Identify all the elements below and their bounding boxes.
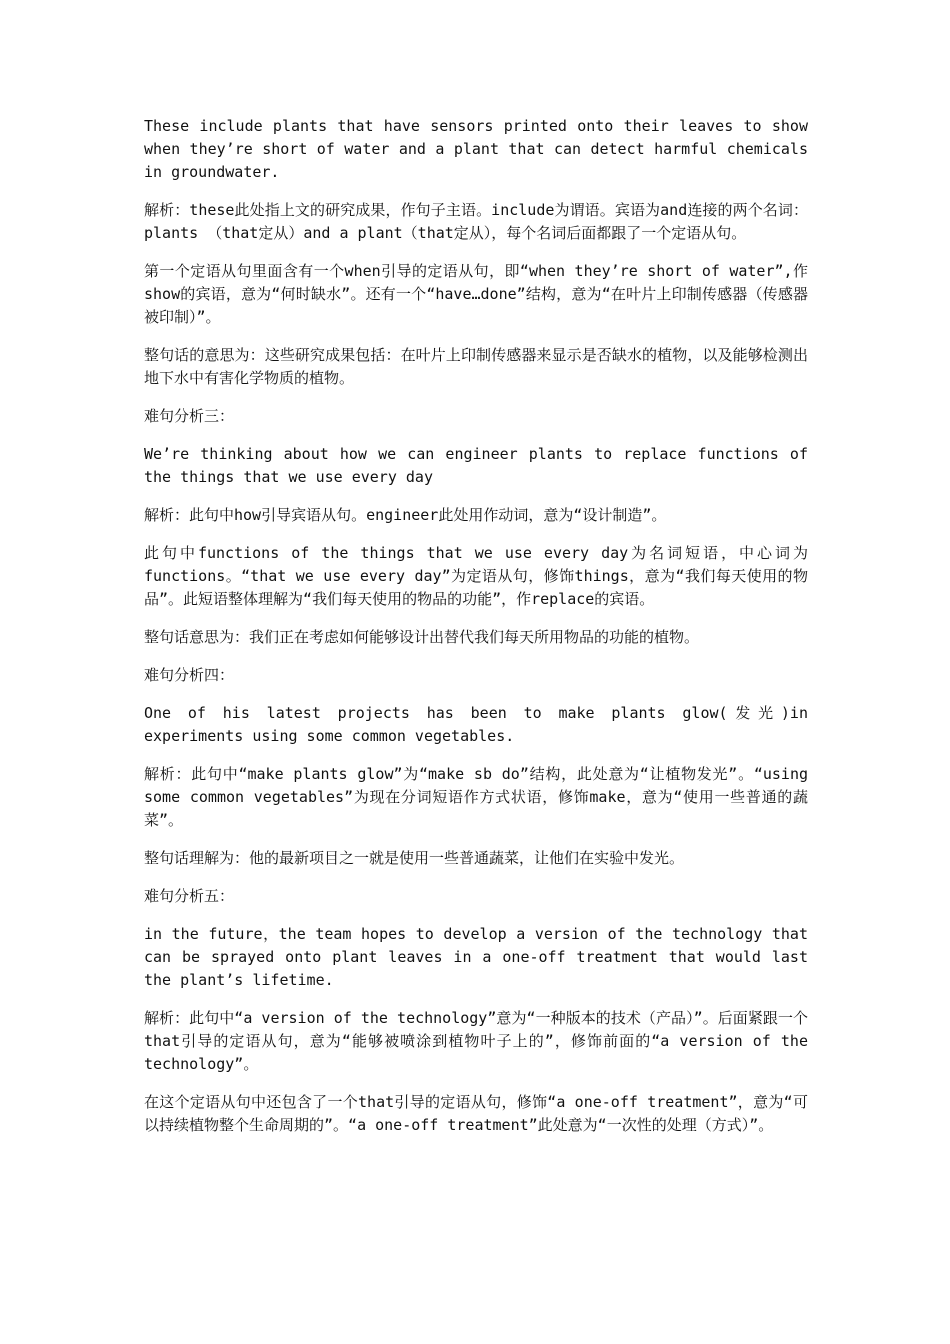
paragraph-analysis-2-detail: 第一个定语从句里面含有一个when引导的定语从句，即“when they’re short of water”,作show的宾语，意为“何时缺水”。还有一个“have…done”结构，意为“在叶片上印制传感器（传感器被印制）”。 [144, 262, 808, 326]
paragraph-analysis-5: 解析：此句中“a version of the technology”意为“一种版本的技术（产品）”。后面紧跟一个that引导的定语从句，意为“能够被喷涂到植物叶子上的”，修饰前面的“a version of the technology”。 [144, 1009, 808, 1073]
section-heading-5: 难句分析五： [144, 887, 235, 905]
document-body [144, 115, 808, 1152]
section-heading-4: 难句分析四： [144, 666, 235, 684]
paragraph-analysis-3: 解析：此句中how引导宾语从句。engineer此处用作动词，意为“设计制造”。 [144, 506, 667, 524]
paragraph-english-sentence-4: One of his latest projects has been to make plants glow(发光)in experiments using some common vegetables. [144, 704, 808, 745]
paragraph-analysis-4: 解析：此句中“make plants glow”为“make sb do”结构，此处意为“让植物发光”。“using some common vegetables”为现在分词短语作方式状语，修饰make，意为“使用一些普通的蔬菜”。 [144, 765, 808, 829]
paragraph-analysis-2: 解析：these此处指上文的研究成果，作句子主语。include为谓语。宾语为and连接的两个名词：plants （that定从）and a plant（that定从），每个名词后面都跟了一个定语从句。 [144, 201, 808, 242]
paragraph-english-sentence-3: We’re thinking about how we can engineer plants to replace functions of the things that we use every day [144, 445, 808, 486]
paragraph-translation-4: 整句话理解为：他的最新项目之一就是使用一些普通蔬菜，让他们在实验中发光。 [144, 849, 685, 867]
paragraph-english-sentence-5: in the future，the team hopes to develop a version of the technology that can be sprayed onto plant leaves in a one-off treatment that would last the plant’s lifetime. [144, 925, 808, 989]
paragraph-translation-2: 整句话的意思为：这些研究成果包括：在叶片上印制传感器来显示是否缺水的植物，以及能够检测出地下水中有害化学物质的植物。 [144, 346, 808, 387]
paragraph-english-sentence-2: These include plants that have sensors printed onto their leaves to show when they’re short of water and a plant that can detect harmful chemicals in groundwater. [144, 117, 808, 181]
paragraph-analysis-3-detail: 此句中functions of the things that we use every day为名词短语，中心词为functions。“that we use every day”为定语从句，修饰things，意为“我们每天使用的物品”。此短语整体理解为“我们每天使用的物品的功能”，作replace的宾语。 [144, 544, 808, 608]
paragraph-analysis-5-detail: 在这个定语从句中还包含了一个that引导的定语从句，修饰“a one-off treatment”，意为“可以持续植物整个生命周期的”。“a one-off treatment”此处意为“一次性的处理（方式）”。 [144, 1093, 808, 1134]
paragraph-translation-3: 整句话意思为：我们正在考虑如何能够设计出替代我们每天所用物品的功能的植物。 [144, 628, 700, 646]
section-heading-3: 难句分析三： [144, 407, 235, 425]
